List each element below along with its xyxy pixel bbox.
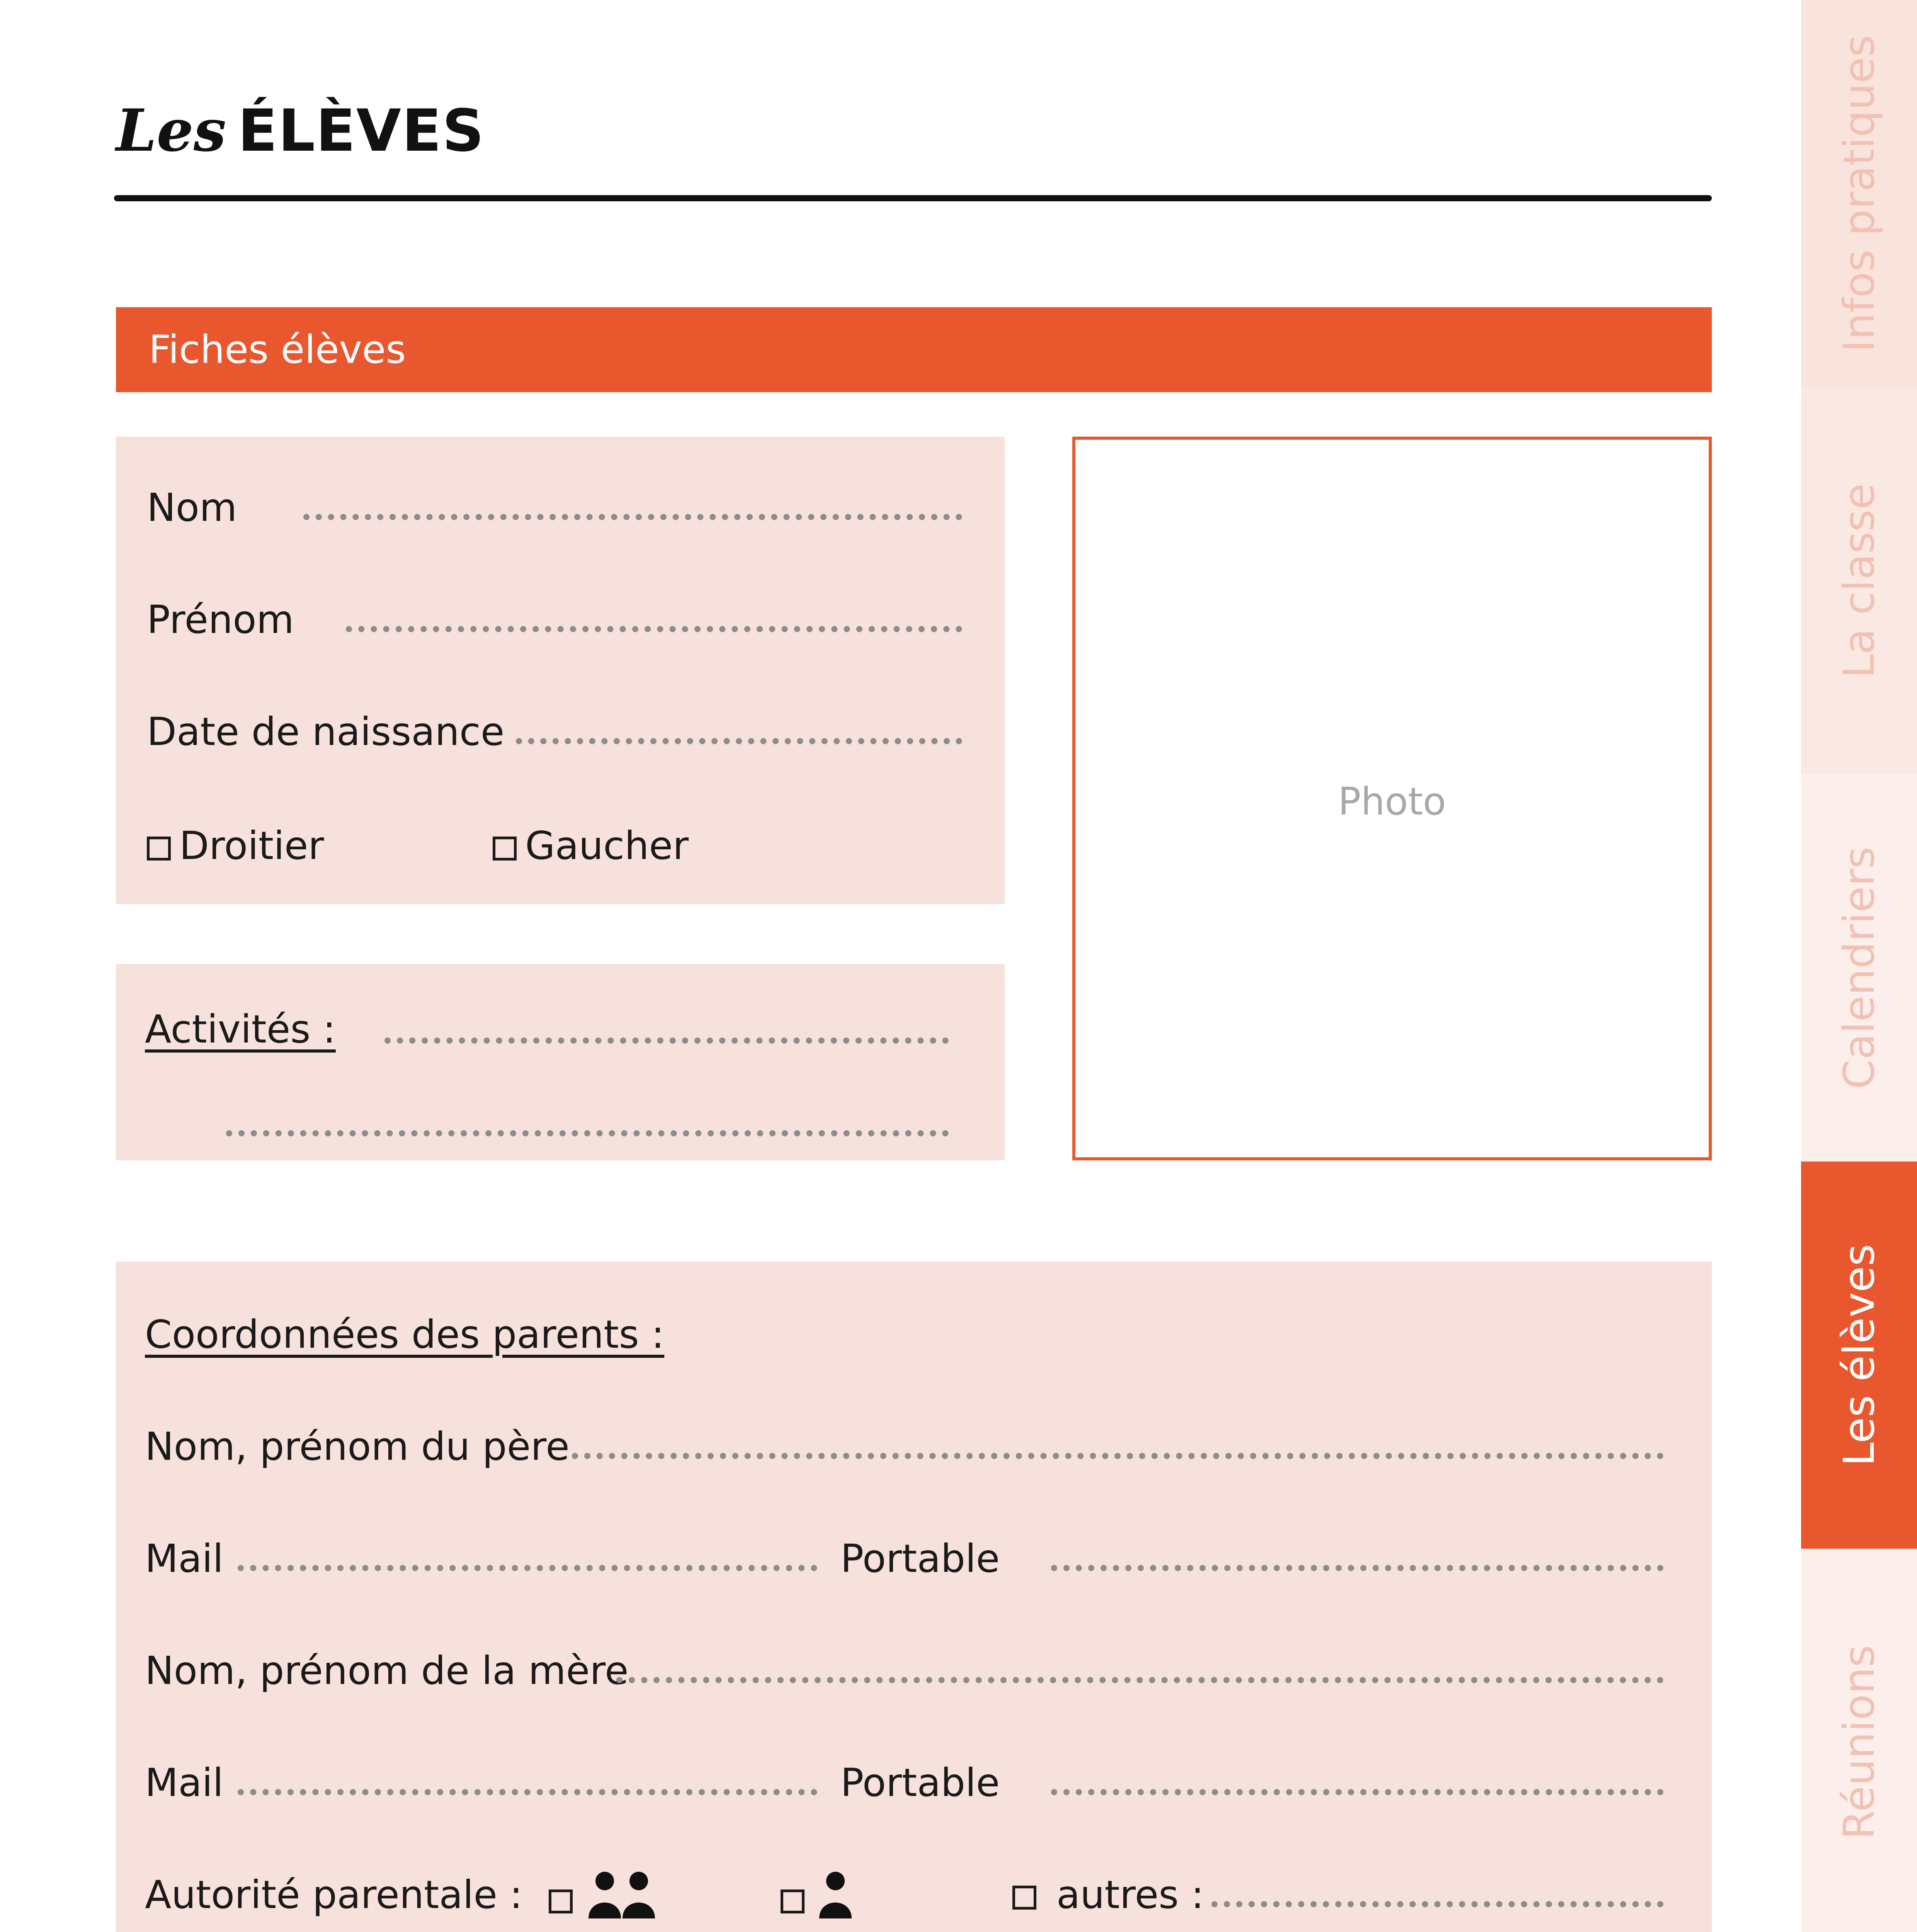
gaucher-option[interactable] [493,823,689,868]
mail-mere-label: Mail [145,1760,224,1805]
one-parent-checkbox[interactable] [781,1889,805,1913]
two-parents-icon [587,1870,658,1920]
title-rule [114,195,1712,201]
gaucher-checkbox[interactable] [493,837,517,861]
droitier-option[interactable] [147,823,324,868]
autres-label: autres : [1056,1872,1204,1917]
portable-mere-field[interactable] [1051,1789,1664,1795]
nom-label: Nom [147,485,237,530]
droitier-label: Droitier [179,823,324,868]
mail-mere-field[interactable] [238,1789,817,1795]
tab-la-classe[interactable] [1801,387,1917,774]
autorite-two-parents-option[interactable] [549,1870,665,1920]
activites-field-1[interactable] [384,1037,949,1044]
autres-checkbox[interactable] [1012,1886,1036,1910]
tab-calendriers[interactable] [1801,774,1917,1162]
page-title [116,97,485,185]
tab-infos-pratiques[interactable] [1801,0,1917,387]
date-naissance-label: Date de naissance [147,709,505,754]
parents-heading: Coordonnées des parents : [145,1312,665,1357]
portable-pere-label: Portable [840,1536,1000,1581]
tab-label: Infos pratiques [1834,35,1884,352]
autorite-label: Autorité parentale : [145,1872,523,1917]
prenom-field[interactable] [346,626,962,632]
autres-field[interactable] [1211,1901,1664,1907]
mere-field[interactable] [616,1677,1664,1683]
title-main: ÉLÈVES [238,97,485,165]
nom-field[interactable] [303,514,962,520]
tab-label: Les élèves [1834,1244,1884,1466]
tab-reunions[interactable] [1801,1549,1917,1932]
section-banner: Fiches élèves [116,307,1712,392]
tab-label: Réunions [1834,1645,1884,1840]
mail-pere-field[interactable] [238,1565,817,1571]
activites-label: Activités : [145,1007,336,1052]
portable-mere-label: Portable [840,1760,1000,1805]
pere-label: Nom, prénom du père [145,1424,570,1469]
parents-panel [116,1262,1712,1932]
droitier-checkbox[interactable] [147,837,171,861]
prenom-label: Prénom [147,597,294,642]
tab-label: La classe [1834,483,1884,679]
gaucher-label: Gaucher [525,823,689,868]
activites-field-2[interactable] [226,1130,949,1136]
title-script: Les [116,97,226,165]
tab-label: Calendriers [1834,847,1884,1089]
mail-pere-label: Mail [145,1536,224,1581]
pere-field[interactable] [572,1453,1664,1459]
portable-pere-field[interactable] [1051,1565,1664,1571]
two-parents-checkbox[interactable] [549,1889,573,1913]
photo-label: Photo [1338,780,1446,824]
tab-les-eleves[interactable] [1801,1162,1917,1549]
mere-label: Nom, prénom de la mère [145,1648,629,1693]
one-parent-icon [816,1870,855,1920]
date-naissance-field[interactable] [516,738,962,744]
photo-box[interactable] [1072,437,1712,1160]
autres-option[interactable] [1012,1872,1204,1917]
autorite-one-parent-option[interactable] [781,1870,858,1920]
